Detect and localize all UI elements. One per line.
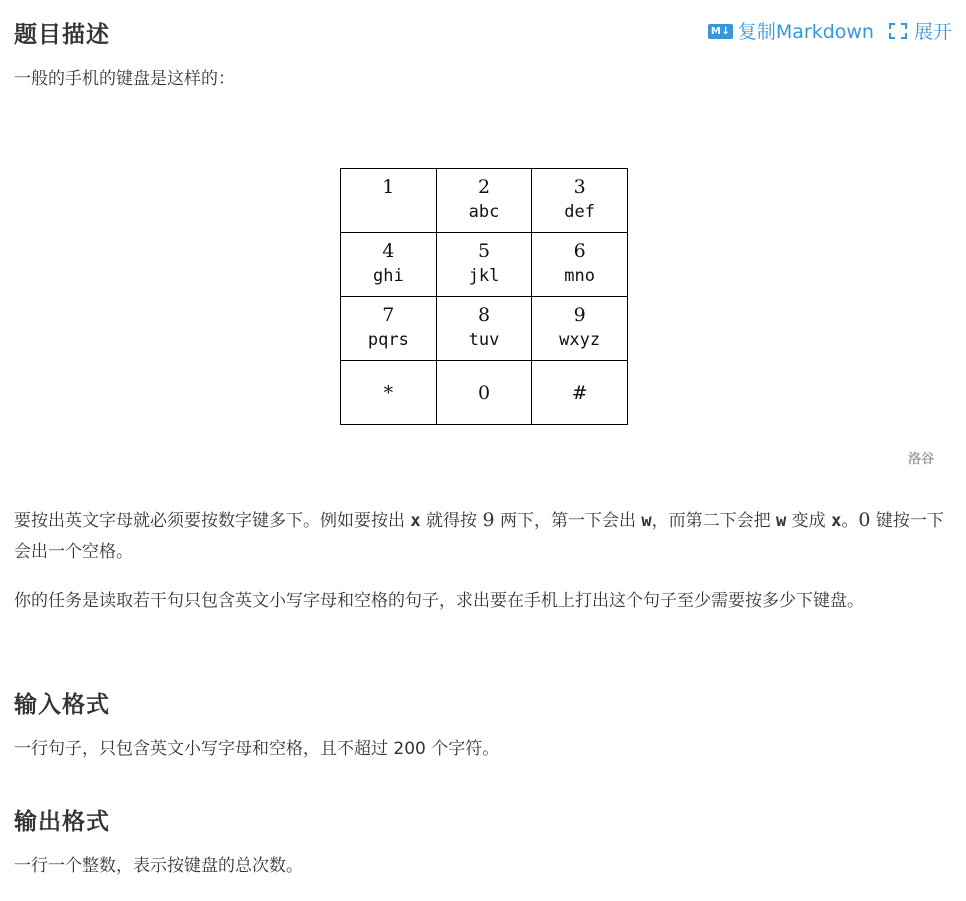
key-letters: tuv <box>468 330 500 350</box>
rule-text <box>14 505 950 568</box>
rule-text-part: ，而第二下会把 <box>651 511 777 531</box>
inline-math: 0 <box>858 509 871 531</box>
key-0 <box>436 361 532 425</box>
rule-text-part: 两下，第一下会出 <box>494 511 642 531</box>
luogu-watermark: 洛谷 <box>908 452 935 467</box>
rule-text-part: 变成 <box>786 511 832 531</box>
key-letters: abc <box>468 202 500 222</box>
key-number: 8 <box>477 304 491 326</box>
key-1 <box>341 169 437 233</box>
key-number: 0 <box>477 381 491 404</box>
key-number: 9 <box>573 304 586 326</box>
rule-text-part: 要按出英文字母就必须要按数字键多下。例如要按出 <box>14 511 411 531</box>
rule-text-part: 。 <box>841 511 859 531</box>
key-number: * <box>383 381 394 404</box>
keypad-row <box>341 361 628 425</box>
output-format-text: 一行一个整数，表示按键盘的总次数。 <box>14 856 303 876</box>
key-2 <box>436 169 532 233</box>
section-title-description: 题目描述 <box>14 22 110 48</box>
key-letters: wxyz <box>559 330 601 350</box>
key-number: 2 <box>477 176 491 198</box>
key-hash <box>532 361 628 425</box>
key-number: 1 <box>382 176 395 198</box>
key-number: 4 <box>382 240 395 262</box>
key-number: 5 <box>477 240 491 262</box>
key-7 <box>341 297 437 361</box>
rule-text-part: 就得按 <box>420 511 483 531</box>
key-number: 7 <box>382 304 395 326</box>
key-star <box>341 361 437 425</box>
key-letters: def <box>564 202 595 222</box>
key-letters: jkl <box>468 266 500 286</box>
keypad-row <box>341 169 628 233</box>
problem-header <box>14 14 954 48</box>
key-number: 6 <box>573 240 586 262</box>
key-number: 3 <box>573 176 586 198</box>
inline-code: w <box>776 511 787 531</box>
inline-code: x <box>831 511 842 531</box>
key-6 <box>532 233 628 297</box>
input-format-text: 一行句子，只包含英文小写字母和空格，且不超过 200 个字符。 <box>14 739 500 759</box>
key-letters: ghi <box>372 266 404 286</box>
inline-math: 9 <box>482 509 495 531</box>
expand-icon <box>888 22 908 40</box>
intro-text: 一般的手机的键盘是这样的： <box>14 69 235 89</box>
phone-keypad-table <box>340 168 628 425</box>
section-title-output-format: 输出格式 <box>14 809 110 835</box>
expand-button[interactable] <box>888 17 952 44</box>
key-8 <box>436 297 532 361</box>
copy-markdown-label: 复制Markdown <box>737 21 874 43</box>
inline-code: w <box>641 511 652 531</box>
keypad-row <box>341 233 628 297</box>
key-3 <box>532 169 628 233</box>
inline-code: x <box>410 511 421 531</box>
key-4 <box>341 233 437 297</box>
section-title-input-format: 输入格式 <box>14 692 110 718</box>
task-text: 你的任务是读取若干句只包含英文小写字母和空格的句子，求出要在手机上打出这个句子至少需要按多少下键盘。 <box>14 591 864 611</box>
key-letters: mno <box>564 266 595 286</box>
key-letters: pqrs <box>367 330 409 350</box>
key-9 <box>532 297 628 361</box>
rule-text-part: 键按一下会出一个空格。 <box>14 511 944 562</box>
markdown-icon: M ↓ <box>708 24 733 39</box>
key-number: # <box>571 381 588 404</box>
keypad-row <box>341 297 628 361</box>
copy-markdown-button[interactable] <box>708 17 874 44</box>
key-5 <box>436 233 532 297</box>
expand-label: 展开 <box>913 21 952 43</box>
header-actions <box>708 17 952 44</box>
